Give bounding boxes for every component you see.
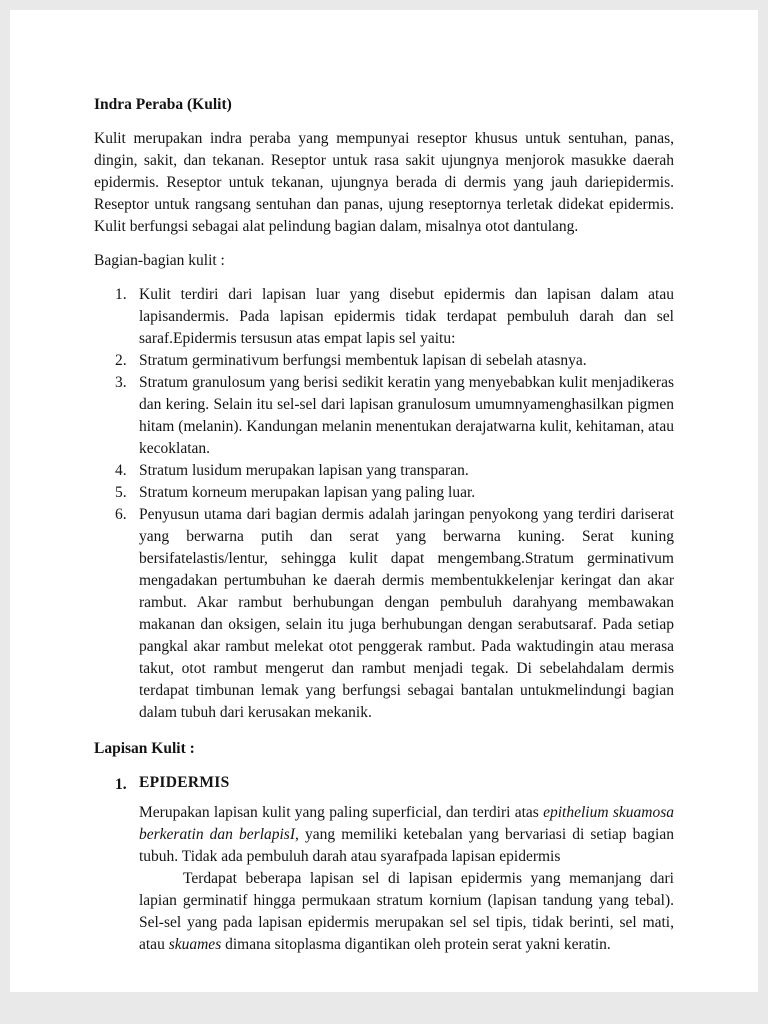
list-item-number: 1. — [115, 286, 127, 303]
epidermis-body — [139, 802, 674, 956]
list-item-text: Stratum korneum merupakan lapisan yang paling luar. — [139, 484, 476, 501]
epidermis-paragraph-1 — [139, 802, 674, 868]
epidermis-paragraph-2 — [139, 868, 674, 956]
list-item-text: Stratum germinativum berfungsi membentuk lapisan di sebelah atasnya. — [139, 352, 587, 369]
bagian-list — [115, 284, 674, 724]
list-item — [115, 350, 674, 372]
list-item — [115, 460, 674, 482]
intro-paragraph: Kulit merupakan indra peraba yang mempunyai reseptor khusus untuk sentuhan, panas, dingin, sakit, dan tekanan. Reseptor untuk rasa sakit ujungnya menjorok masukke daerah epidermis. Reseptor untuk tekanan, ujungnya berada di dermis yang jauh dariepidermis. Reseptor untuk rangsang sentuhan dan panas, ujung reseptornya terletak didekat epidermis. Kulit berfungsi sebagai alat pelindung bagian dalam, misalnya otot dantulang. — [94, 130, 674, 235]
paragraph-italic-text: epithelium skuamosa berkeratin dan berlapisI, — [139, 804, 674, 843]
list-item-text: Stratum granulosum yang berisi sedikit keratin yang menyebabkan kulit menjadikeras dan kering. Selain itu sel-sel dari lapisan granulosum umumnyamenghasilkan pigmen hitam (melanin). Kandungan melanin menentukan derajatwarna kulit, kehitaman, atau kecoklatan. — [139, 374, 674, 457]
epidermis-heading: EPIDERMIS — [139, 774, 230, 791]
section-heading-bagian: Bagian-bagian kulit : — [94, 252, 225, 269]
paragraph-text: Terdapat beberapa lapisan sel di lapisan epidermis yang memanjang dari lapian germinatif hingga permukaan stratum kornium (lapisan tandung yang tebal). Sel-sel yang pada lapisan epidermis merupakan sel sel tipis, tidak berinti, sel mati, atau — [139, 870, 674, 953]
epidermis-heading-row — [115, 774, 674, 796]
paragraph-italic-text: skuames — [168, 936, 222, 953]
list-item-number: 2. — [115, 352, 127, 369]
paragraph-text: yang memiliki ketebalan yang bervariasi di setiap bagian tubuh. Tidak ada pembuluh darah atau syarafpada lapisan epidermis — [139, 826, 674, 865]
list-item-text: Kulit terdiri dari lapisan luar yang disebut epidermis dan lapisan dalam atau lapisandermis. Pada lapisan epidermis tidak terdapat pembuluh darah dan sel saraf.Epidermis tersusun atas empat lapis sel yaitu: — [139, 286, 674, 347]
list-item — [115, 504, 674, 724]
epidermis-section — [115, 774, 674, 956]
list-item-number: 6. — [115, 506, 127, 523]
list-item-number: 5. — [115, 484, 127, 501]
list-item — [115, 284, 674, 350]
epidermis-number: 1. — [115, 776, 127, 793]
list-item — [115, 482, 674, 504]
paragraph-text: dimana sitoplasma digantikan oleh protein serat yakni keratin. — [221, 936, 611, 953]
list-item-number: 4. — [115, 462, 127, 479]
document-page — [10, 10, 758, 992]
document-title: Indra Peraba (Kulit) — [94, 96, 232, 113]
list-item-text: Penyusun utama dari bagian dermis adalah jaringan penyokong yang terdiri dariserat yang berwarna putih dan serat yang berwarna kuning. Serat kuning bersifatelastis/lentur, sehingga kulit dapat mengembang.Stratum germinativum mengadakan pertumbuhan ke daerah dermis membentukkelenjar keringat dan akar rambut. Akar rambut berhubungan dengan pembuluh darahyang membawakan makanan dan oksigen, selain itu juga berhubungan dengan serabutsaraf. Pada setiap pangkal akar rambut melekat otot penggerak rambut. Pada waktudingin atau merasa takut, otot rambut mengerut dan rambut menjadi tegak. Di sebelahdalam dermis terdapat timbunan lemak yang berfungsi sebagai bantalan untukmelindungi bagian dalam tubuh dari kerusakan mekanik. — [139, 506, 674, 721]
list-item-text: Stratum lusidum merupakan lapisan yang transparan. — [139, 462, 469, 479]
section-heading-lapisan: Lapisan Kulit : — [94, 740, 195, 757]
list-item-number: 3. — [115, 374, 127, 391]
paragraph-text: Merupakan lapisan kulit yang paling superficial, dan terdiri atas — [139, 804, 544, 821]
list-item — [115, 372, 674, 460]
